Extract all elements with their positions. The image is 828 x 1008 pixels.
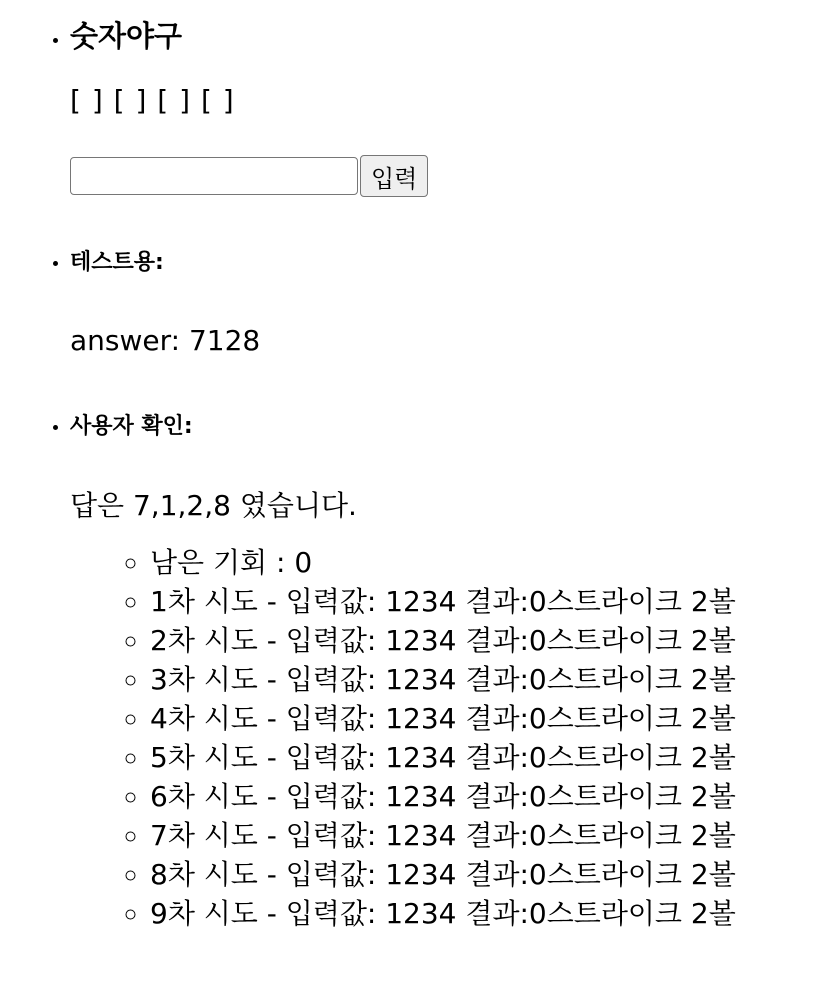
- list-item: ◦ 남은 기회 : 0: [150, 543, 828, 582]
- game-section: [70, 0, 828, 197]
- submit-button[interactable]: 입력: [360, 155, 428, 197]
- result-text: 답은 7,1,2,8 였습니다.: [70, 489, 357, 522]
- input-row: [70, 155, 828, 197]
- number-input[interactable]: [70, 157, 358, 195]
- game-title: • 숫자야구: [70, 19, 183, 53]
- attempt-list: [70, 543, 828, 933]
- number-slots: [ ] [ ] [ ] [ ]: [70, 84, 235, 117]
- list-item: ◦ 8차 시도 - 입력값: 1234 결과:0스트라이크 2볼: [150, 855, 828, 894]
- list-item: ◦ 3차 시도 - 입력값: 1234 결과:0스트라이크 2볼: [150, 660, 828, 699]
- list-item: ◦ 2차 시도 - 입력값: 1234 결과:0스트라이크 2볼: [150, 621, 828, 660]
- list-item: ◦ 6차 시도 - 입력값: 1234 결과:0스트라이크 2볼: [150, 777, 828, 816]
- list-item: ◦ 5차 시도 - 입력값: 1234 결과:0스트라이크 2볼: [150, 738, 828, 777]
- test-section: [70, 249, 828, 358]
- list-item: ◦ 1차 시도 - 입력값: 1234 결과:0스트라이크 2볼: [150, 582, 828, 621]
- answer-text: answer: 7128: [70, 324, 261, 357]
- list-item: ◦ 4차 시도 - 입력값: 1234 결과:0스트라이크 2볼: [150, 699, 828, 738]
- list-item: ◦ 7차 시도 - 입력값: 1234 결과:0스트라이크 2볼: [150, 816, 828, 855]
- user-check-section: [70, 413, 828, 933]
- user-check-heading: • 사용자 확인:: [70, 414, 193, 439]
- list-item: ◦ 9차 시도 - 입력값: 1234 결과:0스트라이크 2볼: [150, 894, 828, 933]
- test-heading: • 테스트용:: [70, 250, 164, 275]
